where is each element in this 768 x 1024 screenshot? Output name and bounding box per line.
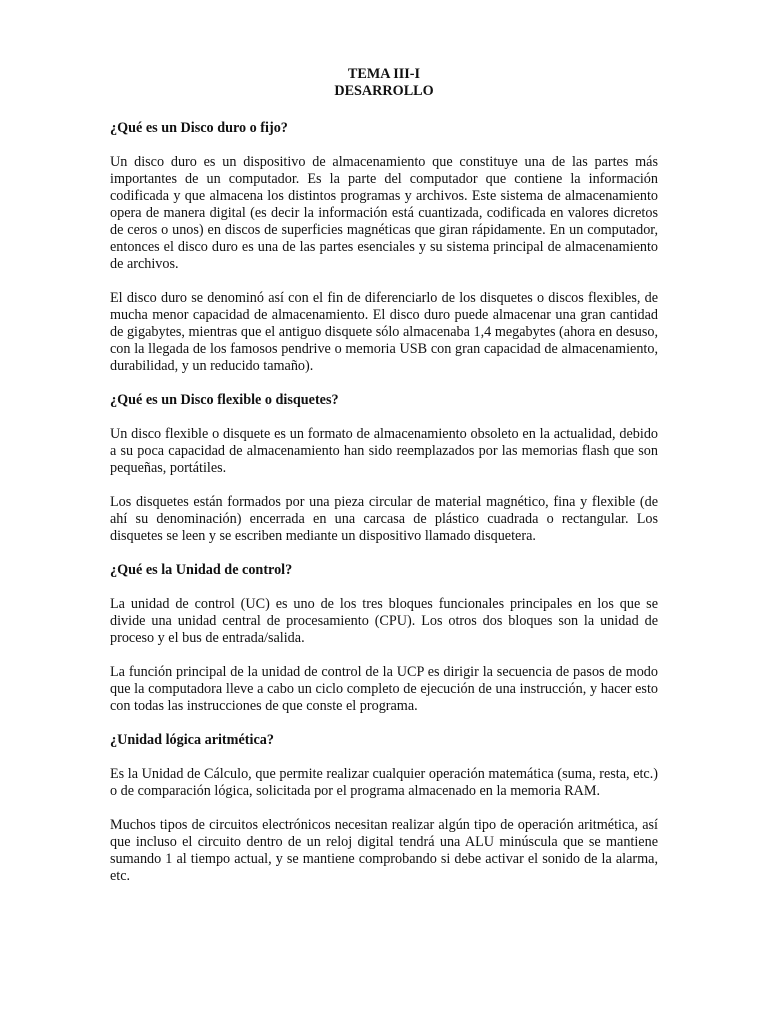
paragraph: El disco duro se denominó así con el fin de diferenciarlo de los disquetes o discos flexibles, de mucha menor capacidad de almacenamiento. El disco duro puede almacenar una gran cantidad de gigabytes, mientras que el antiguo disquete sólo almacenaba 1,4 megabytes (ahora en desuso, con la llegada de los famosos pendrive o memoria USB con gran capacidad de almacenamiento, durabilidad, y un reducido tamaño). xyxy=(110,290,658,374)
paragraph: La unidad de control (UC) es uno de los tres bloques funcionales principales en los que se divide una unidad central de procesamiento (CPU). Los otros dos bloques son la unidad de proceso y el bus de entrada/salida. xyxy=(110,596,658,646)
section-disco-flexible xyxy=(110,392,658,545)
paragraph: Muchos tipos de circuitos electrónicos necesitan realizar algún tipo de operación aritmética, así que incluso el circuito dentro de un reloj digital tendrá una ALU minúscula que se mantiene sumando 1 al tiempo actual, y se mantiene comprobando si debe activar el sonido de la alarma, etc. xyxy=(110,817,658,884)
paragraph: La función principal de la unidad de control de la UCP es dirigir la secuencia de pasos de modo que la computadora lleve a cabo un ciclo completo de ejecución de una instrucción, y hacer esto con todas las instrucciones de que conste el programa. xyxy=(110,664,658,714)
document-title xyxy=(110,66,658,100)
section-unidad-logica-aritmetica xyxy=(110,732,658,885)
section-heading: ¿Qué es un Disco flexible o disquetes? xyxy=(110,392,339,408)
section-unidad-control xyxy=(110,562,658,715)
paragraph: Los disquetes están formados por una pieza circular de material magnético, fina y flexible (de ahí su denominación) encerrada en una carcasa de plástico cuadrada o rectangular. Los disquetes se leen y se escriben mediante un dispositivo llamado disquetera. xyxy=(110,494,658,544)
document-content xyxy=(110,66,658,902)
section-heading: ¿Qué es un Disco duro o fijo? xyxy=(110,120,288,136)
paragraph: Un disco duro es un dispositivo de almacenamiento que constituye una de las partes más importantes de un computador. Es la parte del computador que contiene la información codificada y que almacena los distintos programas y archivos. Este sistema de almacenamiento opera de manera digital (es decir la información está cuantizada, codificada en valores dicretos de ceros o unos) en discos de superficies magnéticas que giran rápidamente. En un computador, entonces el disco duro es una de las partes esenciales y su sistema principal de almacenamiento de archivos. xyxy=(110,154,658,272)
section-heading: ¿Unidad lógica aritmética? xyxy=(110,732,274,748)
title-line-2: DESARROLLO xyxy=(334,83,434,99)
title-line-1: TEMA III-I xyxy=(347,66,421,82)
section-heading: ¿Qué es la Unidad de control? xyxy=(110,562,293,578)
paragraph: Es la Unidad de Cálculo, que permite realizar cualquier operación matemática (suma, resta, etc.) o de comparación lógica, solicitada por el programa almacenado en la memoria RAM. xyxy=(110,766,658,799)
paragraph: Un disco flexible o disquete es un formato de almacenamiento obsoleto en la actualidad, debido a su poca capacidad de almacenamiento han sido reemplazados por las memorias flash que son pequeñas, portátiles. xyxy=(110,426,658,476)
section-disco-duro xyxy=(110,120,658,375)
